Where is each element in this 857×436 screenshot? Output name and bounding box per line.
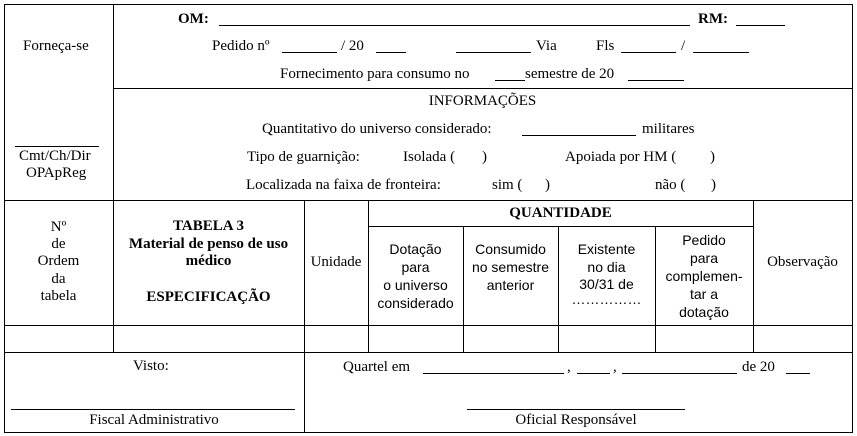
militares-label: militares xyxy=(642,121,695,137)
quantidade-header: QUANTIDADE xyxy=(509,205,612,221)
via-field[interactable] xyxy=(456,52,531,53)
cmt-signature-line xyxy=(15,146,99,147)
pedido-year-label: / 20 xyxy=(341,38,364,54)
existente-line-2: no dia xyxy=(587,259,626,275)
sim-close: ) xyxy=(545,177,550,193)
apoiada-close: ) xyxy=(710,149,715,165)
rm-field[interactable] xyxy=(736,25,785,26)
border-right xyxy=(852,4,853,433)
row-espec-cell[interactable] xyxy=(114,326,304,352)
observacao-header: Observação xyxy=(767,254,838,270)
row-unidade-cell[interactable] xyxy=(305,326,368,352)
ordem-line-3: Ordem xyxy=(37,253,80,269)
ordem-line-2: de xyxy=(51,236,66,252)
border-top xyxy=(4,4,853,5)
existente-line-1: Existente xyxy=(577,241,636,257)
pedido-line-3: complemen- xyxy=(665,268,743,284)
sim-option[interactable]: sim ( xyxy=(492,177,523,193)
fornecimento-prefix: Fornecimento para consumo no xyxy=(280,66,470,82)
unidade-header: Unidade xyxy=(310,254,362,270)
dotacao-line-4: considerado xyxy=(377,295,454,311)
fls-total-field[interactable] xyxy=(693,52,749,53)
quartel-label: Quartel em xyxy=(343,359,411,375)
tipo-guarnicao-label: Tipo de guarnição: xyxy=(247,149,360,165)
row-dotacao-cell[interactable] xyxy=(369,326,463,352)
ordem-line-1: Nº xyxy=(50,219,67,235)
fiscal-signature-line[interactable] xyxy=(11,409,295,410)
fornecase-label: Forneça-se xyxy=(23,38,89,54)
quantitativo-field[interactable] xyxy=(522,135,636,136)
consumido-line-1: Consumido xyxy=(475,241,546,257)
col-espec-divider xyxy=(304,200,305,432)
quantidade-underline xyxy=(368,226,753,227)
row-existente-cell[interactable] xyxy=(559,326,655,352)
nao-option[interactable]: não ( xyxy=(655,177,686,193)
pedido-number-field[interactable] xyxy=(282,52,337,53)
row-consumido-cell[interactable] xyxy=(464,326,558,352)
quartel-day-field[interactable] xyxy=(577,373,610,374)
info-title: INFORMAÇÕES xyxy=(428,93,537,109)
row-ordem-cell[interactable] xyxy=(5,326,113,352)
om-field[interactable] xyxy=(219,25,690,26)
ordem-line-5: tabela xyxy=(40,288,77,304)
info-table-divider xyxy=(4,200,853,201)
header-divider xyxy=(113,4,114,200)
table-row-bottom xyxy=(4,352,853,353)
fls-page-field[interactable] xyxy=(621,52,676,53)
pedido-label: Pedido nº xyxy=(212,38,270,54)
consumido-line-3: anterior xyxy=(486,277,535,293)
semestre-year-field[interactable] xyxy=(628,80,684,81)
quartel-comma-2: , xyxy=(613,359,617,375)
oficial-signature-line[interactable] xyxy=(467,409,685,410)
oficial-label: Oficial Responsável xyxy=(515,412,637,428)
fornecimento-mid: semestre de 20 xyxy=(525,66,615,82)
isolada-close: ) xyxy=(482,149,487,165)
isolada-option[interactable]: Isolada ( xyxy=(403,149,456,165)
de20-label: de 20 xyxy=(742,359,775,375)
quartel-year-field[interactable] xyxy=(786,373,810,374)
cmt-label: Cmt/Ch/Dir xyxy=(19,148,91,164)
quantitativo-label: Quantitativo do universo considerado: xyxy=(262,121,492,137)
rm-label: RM: xyxy=(698,11,728,27)
tabela-desc-line-1: Material de penso de uso xyxy=(128,236,289,252)
dotacao-line-2: para xyxy=(401,259,430,275)
consumido-line-2: no semestre xyxy=(471,259,550,275)
via-label: Via xyxy=(536,38,557,54)
pedido-year-field[interactable] xyxy=(376,52,406,53)
quartel-comma-1: , xyxy=(567,359,571,375)
pedido-line-5: dotação xyxy=(679,304,729,320)
pedido-line-2: para xyxy=(689,250,719,266)
apoiada-option[interactable]: Apoiada por HM ( xyxy=(565,149,677,165)
fiscal-label: Fiscal Administrativo xyxy=(89,412,219,428)
tabela-title: TABELA 3 xyxy=(173,218,244,234)
fls-label: Fls xyxy=(596,38,615,54)
existente-line-4: …………… xyxy=(571,291,642,307)
opapreg-label: OPApReg xyxy=(26,165,87,181)
row-observacao-cell[interactable] xyxy=(754,326,852,352)
tabela-desc-line-2: médico xyxy=(185,253,232,269)
ordem-line-4: da xyxy=(51,271,66,287)
existente-line-3: 30/31 de xyxy=(579,276,634,292)
fls-separator: / xyxy=(681,38,686,54)
pedido-line-1: Pedido xyxy=(682,232,726,248)
om-label: OM: xyxy=(178,11,209,27)
dotacao-line-1: Dotação xyxy=(389,241,442,257)
border-bottom xyxy=(4,432,853,433)
header-info-divider xyxy=(113,88,853,89)
quartel-location-field[interactable] xyxy=(423,373,564,374)
row-pedido-cell[interactable] xyxy=(656,326,753,352)
nao-close: ) xyxy=(711,177,716,193)
especificacao-header: ESPECIFICAÇÃO xyxy=(146,289,271,305)
dotacao-line-3: o universo xyxy=(383,277,448,293)
quartel-month-field[interactable] xyxy=(622,373,737,374)
semestre-field[interactable] xyxy=(495,80,525,81)
faixa-fronteira-label: Localizada na faixa de fronteira: xyxy=(246,177,441,193)
visto-label: Visto: xyxy=(133,358,169,374)
pedido-line-4: tar a xyxy=(689,286,718,302)
